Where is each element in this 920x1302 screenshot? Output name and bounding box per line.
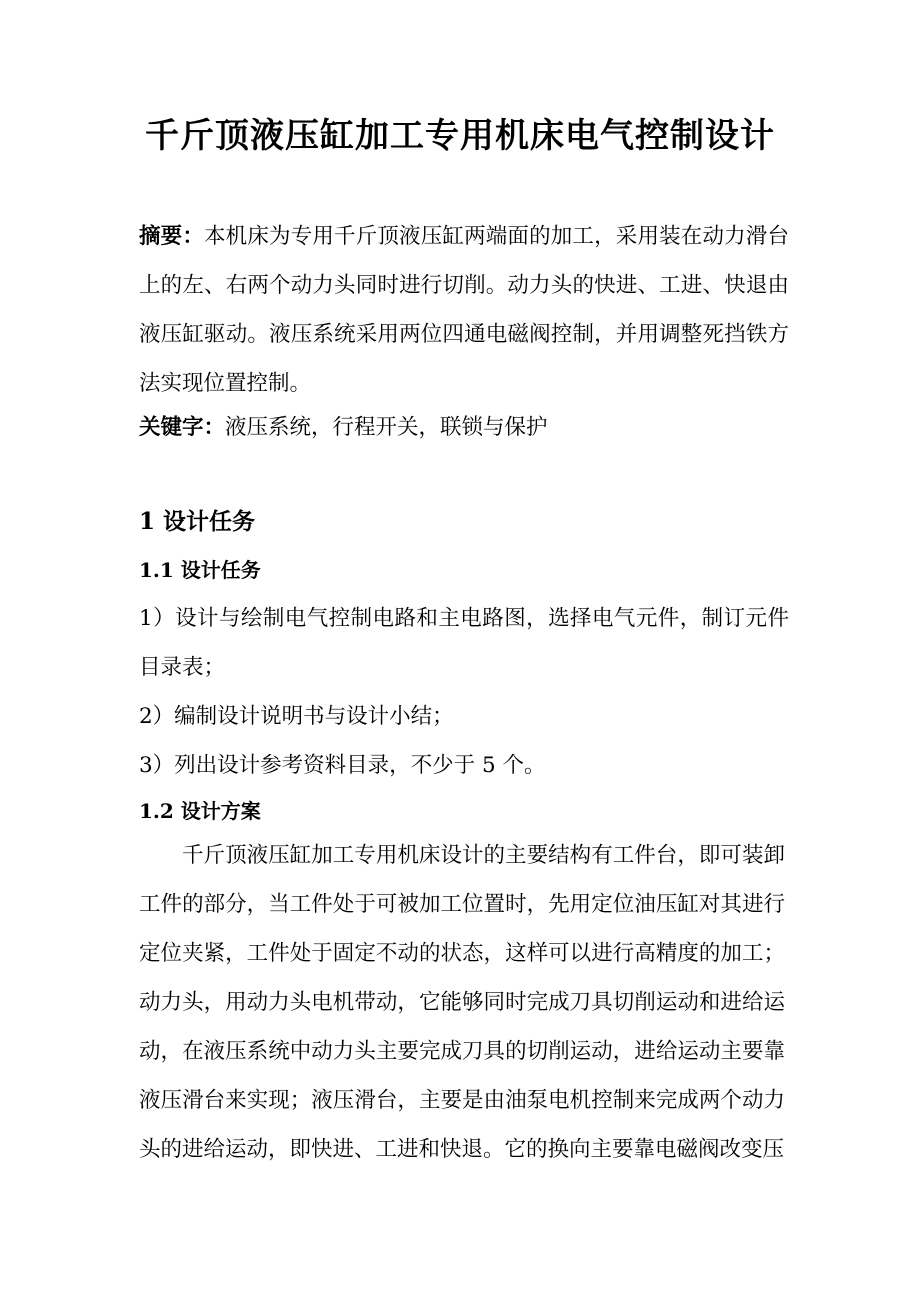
document-title: 千斤顶液压缸加工专用机床电气控制设计 xyxy=(145,116,775,156)
abstract-label: 摘要： xyxy=(139,224,205,249)
section-1-1-heading: 1.1 设计任务 xyxy=(139,558,261,582)
abstract-paragraph xyxy=(139,212,789,408)
keywords-paragraph xyxy=(139,403,789,452)
task-item-2: 2）编制设计说明书与设计小结； xyxy=(139,704,454,729)
keywords-label: 关键字： xyxy=(139,415,226,440)
keywords-text: 液压系统，行程开关，联锁与保护 xyxy=(225,415,548,440)
task-item-3: 3）列出设计参考资料目录，不少于 5 个。 xyxy=(139,753,546,778)
design-plan-paragraph: 千斤顶液压缸加工专用机床设计的主要结构有工件台，即可装卸工件的部分，当工件处于可被加工位置时，先用定位油压缸对其进行定位夹紧，工件处于固定不动的状态，这样可以进行高精度的加工；动力头，用动力头电机带动，它能够同时完成刀具切削运动和进给运动，在液压系统中动力头主要完成刀具的切削运动，进给运动主要靠液压滑台来实现；液压滑台，主要是由油泵电机控制来完成两个动力头的进给运动，即快进、工进和快退。它的换向主要靠电磁阀改变压 xyxy=(139,843,785,1162)
section-1-heading: 1 设计任务 xyxy=(139,508,256,535)
section-1-2-heading: 1.2 设计方案 xyxy=(139,799,261,823)
task-item-1: 1）设计与绘制电气控制电路和主电路图，选择电气元件，制订元件目录表； xyxy=(139,606,789,680)
abstract-text: 本机床为专用千斤顶液压缸两端面的加工，采用装在动力滑台上的左、右两个动力头同时进行切削。动力头的快进、工进、快退由液压缸驱动。液压系统采用两位四通电磁阀控制，并用调整死挡铁方法实现位置控制。 xyxy=(139,224,789,396)
